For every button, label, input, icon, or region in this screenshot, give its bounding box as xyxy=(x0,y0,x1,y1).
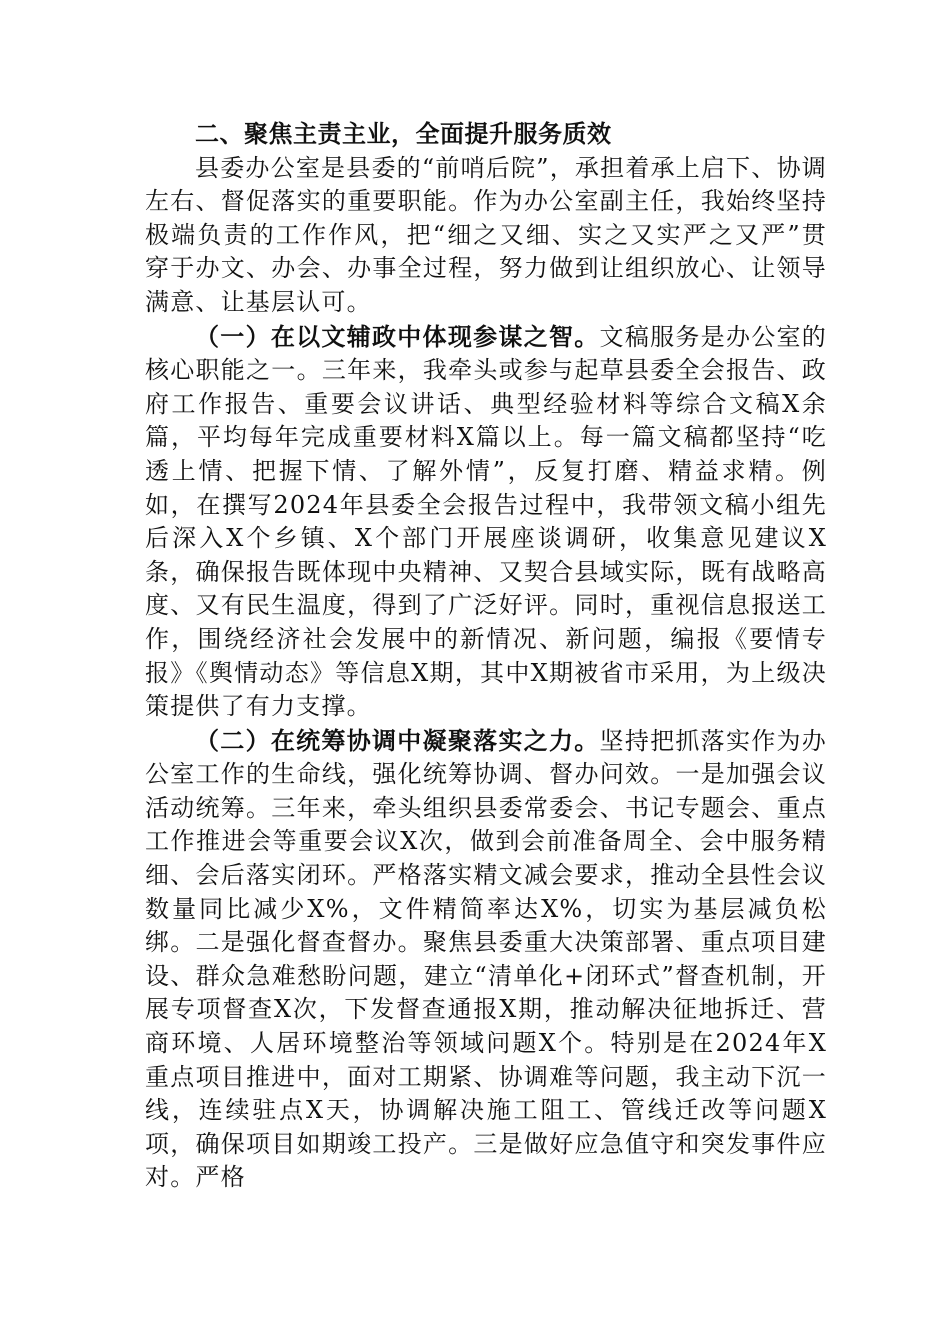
paragraph-subsection-2 xyxy=(145,724,827,1195)
paragraph-text: 县委办公室是县委的“前哨后院”，承担着承上启下、协调左右、督促落实的重要职能。作为办公室副主任，我始终坚持极端负责的工作作风，把“细之又细、实之又实严之又严”贯穿于办文、办会、办事全过程，努力做到让组织放心、让领导满意、让基层认可。 xyxy=(145,153,827,316)
section-heading: 二、聚焦主责主业，全面提升服务质效 xyxy=(195,120,612,148)
subsection-title: （二）在统筹协调中凝聚落实之力。 xyxy=(195,725,600,755)
paragraph-text: 坚持把抓落实作为办公室工作的生命线，强化统筹协调、督办问效。一是加强会议活动统筹。三年来，牵头组织县委常委会、书记专题会、重点工作推进会等重要会议X次，做到会前准备周全、会中服务精细、会后落实闭环。严格落实精文减会要求，推动全县性会议数量同比减少X%，文件精简率达X%，切实为基层减负松绑。二是强化督查督办。聚焦县委重大决策部署、重点项目建设、群众急难愁盼问题，建立“清单化+闭环式”督查机制，开展专项督查X次，下发督查通报X期，推动解决征地拆迁、营商环境、人居环境整治等领域问题X个。特别是在2024年X重点项目推进中，面对工期紧、协调难等问题，我主动下沉一线，连续驻点X天，协调解决施工阻工、管线迁改等问题X项，确保项目如期竣工投产。三是做好应急值守和突发事件应对。严格 xyxy=(145,726,827,1192)
subsection-title: （一）在以文辅政中体现参谋之智。 xyxy=(195,321,600,351)
paragraph-text: 文稿服务是办公室的核心职能之一。三年来，我牵头或参与起草县委全会报告、政府工作报告、重要会议讲话、典型经验材料等综合文稿X余篇，平均每年完成重要材料X篇以上。每一篇文稿都坚持“吃透上情、把握下情、了解外情”，反复打磨、精益求精。例如，在撰写2024年县委全会报告过程中，我带领文稿小组先后深入X个乡镇、X个部门开展座谈调研，收集意见建议X条，确保报告既体现中央精神、又契合县域实际，既有战略高度、又有民生温度，得到了广泛好评。同时，重视信息报送工作，围绕经济社会发展中的新情况、新问题，编报《要情专报》《舆情动态》等信息X期，其中X期被省市采用，为上级决策提供了有力支撑。 xyxy=(145,322,827,721)
paragraph-intro xyxy=(145,152,827,320)
document-page xyxy=(145,118,827,1195)
paragraph-subsection-1 xyxy=(145,320,827,724)
